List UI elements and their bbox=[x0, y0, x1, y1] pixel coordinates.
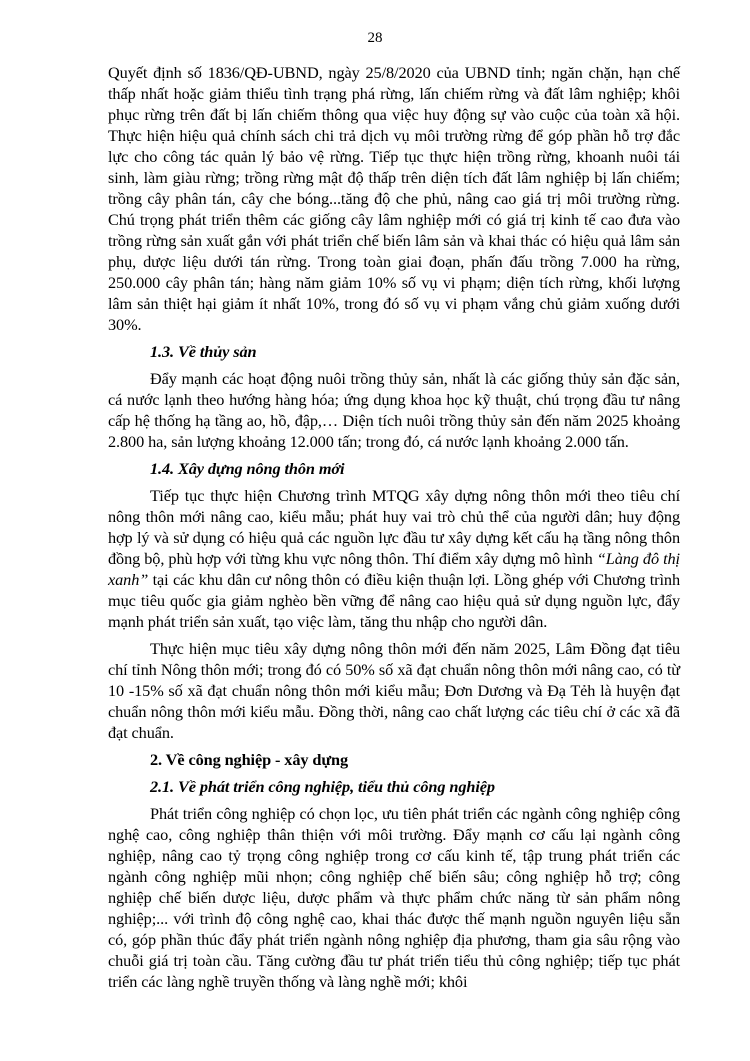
paragraph-forestry-continued: Quyết định số 1836/QĐ-UBND, ngày 25/8/2020 của UBND tỉnh; ngăn chặn, hạn chế thấp nhất hoặc giảm thiểu tình trạng phá rừng, lấn chiếm rừng và đất lâm nghiệp; khôi phục rừng trên đất bị lấn chiếm thông qua việc huy động sự vào cuộc của toàn xã hội. Thực hiện hiệu quả chính sách chi trả dịch vụ môi trường rừng để góp phần hỗ trợ đắc lực cho công tác quản lý bảo vệ rừng. Tiếp tục thực hiện trồng rừng, khoanh nuôi tái sinh, làm giàu rừng; trồng rừng mật độ thấp trên diện tích đất lâm nghiệp bị lấn chiếm; trồng cây phân tán, cây che bóng...tăng độ che phủ, nâng cao giá trị môi trường rừng. Chú trọng phát triển thêm các giống cây lâm nghiệp mới có giá trị kinh tế cao đưa vào trồng rừng sản xuất gắn với phát triển chế biến lâm sản và khai thác có hiệu quả lâm sản phụ, dược liệu dưới tán rừng. Trong toàn giai đoạn, phấn đấu trồng 7.000 ha rừng, 250.000 cây phân tán; hàng năm giảm 10% số vụ vi phạm; diện tích rừng, khối lượng lâm sản thiệt hại giảm ít nhất 10%, trong đó số vụ vi phạm vắng chủ giảm xuống dưới 30%. bbox=[108, 63, 680, 334]
paragraph-fisheries: Đẩy mạnh các hoạt động nuôi trồng thủy sản, nhất là các giống thủy sản đặc sản, cá nước lạnh theo hướng hàng hóa; ứng dụng khoa học kỹ thuật, chú trọng đầu tư nâng cấp hệ thống hạ tầng ao, hồ, đập,… Diện tích nuôi trồng thủy sản đến năm 2025 khoảng 2.800 ha, sản lượng khoảng 12.000 tấn; trong đó, cá nước lạnh khoảng 2.000 tấn. bbox=[108, 369, 680, 451]
heading-1-3-fisheries: 1.3. Về thủy sản bbox=[150, 342, 257, 361]
paragraph-new-rural-program-part1: Tiếp tục thực hiện Chương trình MTQG xây dựng nông thôn mới theo tiêu chí nông thôn mới nâng cao, kiểu mẫu; phát huy vai trò chủ thể của người dân; huy động hợp lý và sử dụng có hiệu quả các nguồn lực đầu tư xây dựng kết cấu hạ tầng nông thôn đồng bộ, phù hợp với từng khu vực nông thôn. Thí điểm xây dựng mô hình bbox=[108, 486, 680, 568]
paragraph-industry-development: Phát triển công nghiệp có chọn lọc, ưu tiên phát triển các ngành công nghiệp công nghệ cao, công nghiệp thân thiện với môi trường. Đẩy mạnh cơ cấu lại ngành công nghiệp, nâng cao tỷ trọng công nghiệp trong cơ cấu kinh tế, tập trung phát triển các ngành công nghiệp mũi nhọn; công nghiệp chế biến sâu; công nghiệp hỗ trợ; công nghiệp chế biến dược liệu, dược phẩm và thực phẩm chức năng từ sản phẩm nông nghiệp;... với trình độ công nghệ cao, khai thác được thế mạnh nguồn nguyên liệu sẵn có, góp phần thúc đẩy phát triển ngành nông nghiệp địa phương, tham gia sâu rộng vào chuỗi giá trị toàn cầu. Tăng cường đầu tư phát triển tiểu thủ công nghiệp; tiếp tục phát triển các làng nghề truyền thống và làng nghề mới; khôi bbox=[108, 804, 680, 991]
heading-1-4-new-rural: 1.4. Xây dựng nông thôn mới bbox=[150, 459, 345, 478]
green-urban-village-term: “Làng đô thị xanh” bbox=[108, 549, 680, 589]
page-number: 28 bbox=[367, 30, 383, 46]
heading-2-1-industry-development: 2.1. Về phát triển công nghiệp, tiểu thủ công nghiệp bbox=[150, 777, 495, 796]
paragraph-new-rural-targets: Thực hiện mục tiêu xây dựng nông thôn mới đến năm 2025, Lâm Đồng đạt tiêu chí tỉnh Nông thôn mới; trong đó có 50% số xã đạt chuẩn nông thôn mới nâng cao, có từ 10 -15% số xã đạt chuẩn nông thôn mới kiểu mẫu; Đơn Dương và Đạ Tẻh là huyện đạt chuẩn nông thôn mới kiểu mẫu. Đồng thời, nâng cao chất lượng các tiêu chí ở các xã đã đạt chuẩn. bbox=[108, 639, 680, 742]
paragraph-new-rural-program bbox=[108, 485, 680, 632]
heading-2-industry-construction: 2. Về công nghiệp - xây dựng bbox=[150, 750, 349, 769]
paragraph-new-rural-program-part2: tại các khu dân cư nông thôn có điều kiện thuận lợi. Lồng ghép với Chương trình mục tiêu quốc gia giảm nghèo bền vững để nâng cao hiệu quả sử dụng nguồn lực, đẩy mạnh phát triển sản xuất, tạo việc làm, tăng thu nhập cho người dân. bbox=[108, 570, 680, 631]
document-body bbox=[108, 62, 680, 998]
